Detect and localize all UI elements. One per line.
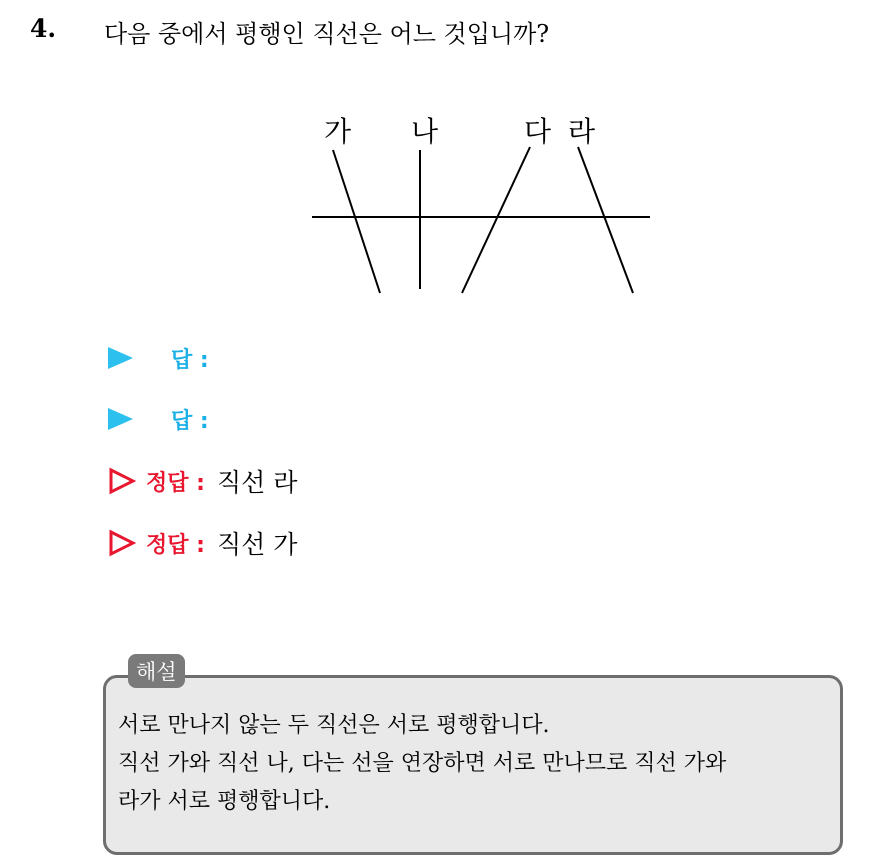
answer-label: 답 : — [171, 347, 209, 373]
lines-figure — [300, 105, 660, 309]
line-da — [462, 147, 530, 293]
answer-row-2 — [108, 402, 221, 436]
play-triangle-icon — [108, 408, 133, 430]
answer-value: 직선 가 — [216, 530, 298, 559]
label-da: 다 — [524, 115, 552, 148]
play-triangle-icon — [108, 347, 133, 369]
question-number: 4. — [30, 14, 57, 43]
line-ga — [333, 150, 380, 293]
explanation-line: 라가 서로 평행합니다. — [118, 789, 331, 814]
answer-label: 답 : — [171, 408, 209, 434]
label-ga: 가 — [324, 115, 352, 148]
label-ra: 라 — [568, 115, 596, 148]
label-na: 나 — [411, 115, 439, 148]
explanation-tag: 해설 — [128, 654, 185, 688]
outline-triangle-icon — [108, 529, 136, 557]
answer-row-1 — [108, 341, 221, 375]
answer-value: 직선 라 — [216, 468, 298, 497]
outline-triangle-icon — [108, 467, 136, 495]
question-text: 다음 중에서 평행인 직선은 어느 것입니까? — [104, 20, 550, 48]
explanation-line: 서로 만나지 않는 두 직선은 서로 평행합니다. — [118, 713, 550, 738]
explanation-line: 직선 가와 직선 나, 다는 선을 연장하면 서로 만나므로 직선 가와 — [118, 751, 727, 776]
answer-label: 정답 : — [146, 470, 205, 496]
lines-diagram — [300, 105, 660, 305]
line-ra — [578, 147, 633, 293]
answer-label: 정답 : — [146, 532, 205, 558]
answer-row-4 — [108, 526, 297, 560]
answer-row-3 — [108, 464, 297, 498]
explanation-text — [118, 707, 726, 821]
